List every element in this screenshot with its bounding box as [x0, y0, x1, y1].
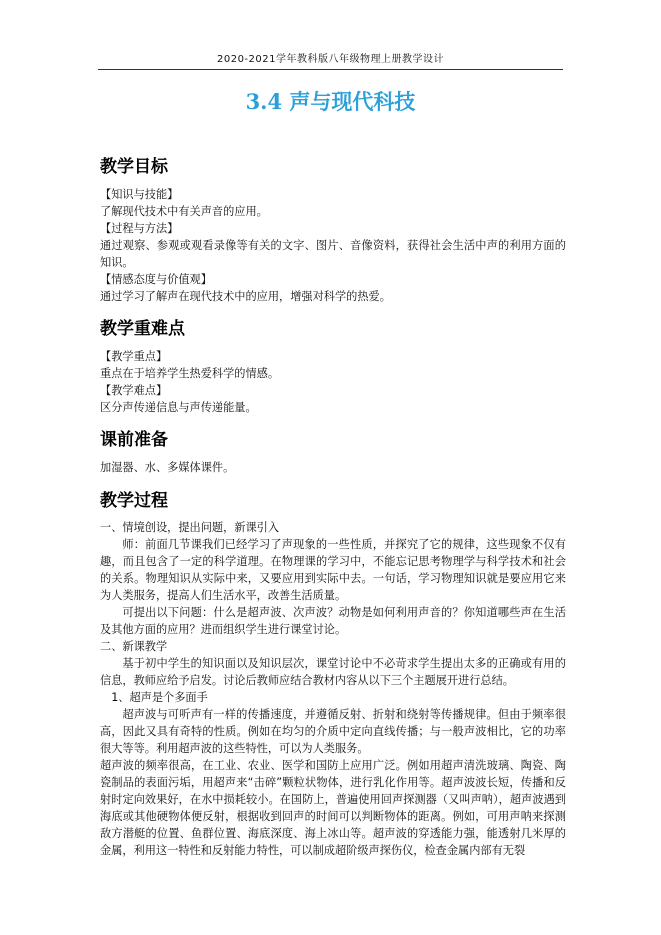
- label-emotion: 【情感态度与价值观】: [100, 273, 212, 286]
- section-heading-goals: 教学目标: [100, 157, 168, 177]
- subheading-1: 1、超声是个多面手: [111, 691, 208, 704]
- paragraph-1: 师：前面几节课我们已经学习了声现象的一些性质，并探究了它的规律，这些现象不仅有趣，而且包含了一定的科学道理。在物理课的学习中，不能忘记思考物理学与科学技术和社会的关系。物理知识从实际中来，又要应用到实际中去。一句话，学习物理知识就是要应用它来为人类服务，提高人们生活水平，改善生活质量。: [100, 538, 566, 602]
- paragraph-3: 基于初中学生的知识面以及知识层次，课堂讨论中不必苛求学生提出太多的正确或有用的信息，教师应给予启发。讨论后教师应结合教材内容从以下三个主题展开进行总结。: [100, 657, 566, 687]
- text-prep: 加湿器、水、多媒体课件。: [100, 461, 235, 474]
- label-difficult: 【教学难点】: [100, 384, 168, 397]
- paragraph-4: 超声波与可听声有一样的传播速度，并遵循反射、折射和绕射等传播规律。但由于频率很高，因此又具有奇特的性质。例如在均匀的介质中定向直线传播；与一般声波相比，它的功率很大等等。利用超声波的这些特性，可以为人类服务。: [100, 708, 566, 755]
- document-body: [100, 152, 566, 859]
- paragraph-2: 可提出以下问题：什么是超声波、次声波？动物是如何利用声音的？你知道哪些声在生活及其他方面的应用？进而组织学生进行课堂讨论。: [100, 606, 566, 636]
- section-heading-prep: 课前准备: [100, 430, 168, 450]
- text-emotion: 通过学习了解声在现代技术中的应用，增强对科学的热爱。: [100, 290, 391, 303]
- step-1-heading: 一、情境创设，提出问题，新课引入: [100, 521, 280, 534]
- section-heading-keypoints: 教学重难点: [100, 319, 185, 339]
- text-difficult: 区分声传递信息与声传递能量。: [100, 401, 257, 414]
- label-knowledge: 【知识与技能】: [100, 188, 179, 201]
- section-heading-process: 教学过程: [100, 491, 168, 511]
- text-key: 重点在于培养学生热爱科学的情感。: [100, 367, 280, 380]
- label-key: 【教学重点】: [100, 350, 168, 363]
- label-process: 【过程与方法】: [100, 222, 179, 235]
- text-process: 通过观察、参观或观看录像等有关的文字、图片、音像资料，获得社会生活中声的利用方面的知识。: [100, 239, 566, 269]
- paragraph-5: 超声波的频率很高，在工业、农业、医学和国防上应用广泛。例如用超声清洗玻璃、陶瓷、陶瓷制品的表面污垢，用超声来“击碎”颗粒状物体，进行乳化作用等。超声波波长短，传播和反射时定向效果好，在水中损耗较小。在国防上，普遍使用回声探测器（又叫声呐），超声波遇到海底或其他硬物体便反射，根据收到回声的时间可以判断物体的距离。例如，可用声呐来探测敌方潜艇的位置、鱼群位置、海底深度、海上冰山等。超声波的穿透能力强，能透射几米厚的金属，利用这一特性和反射能力特性，可以制成超阶级声探伤仪，检查金属内部有无裂: [100, 759, 566, 857]
- page-header: 2020-2021学年教科版八年级物理上册教学设计: [98, 50, 563, 70]
- text-knowledge: 了解现代技术中有关声音的应用。: [100, 205, 268, 218]
- page-title: 3.4 声与现代科技: [245, 89, 416, 114]
- step-2-heading: 二、新课教学: [100, 640, 168, 653]
